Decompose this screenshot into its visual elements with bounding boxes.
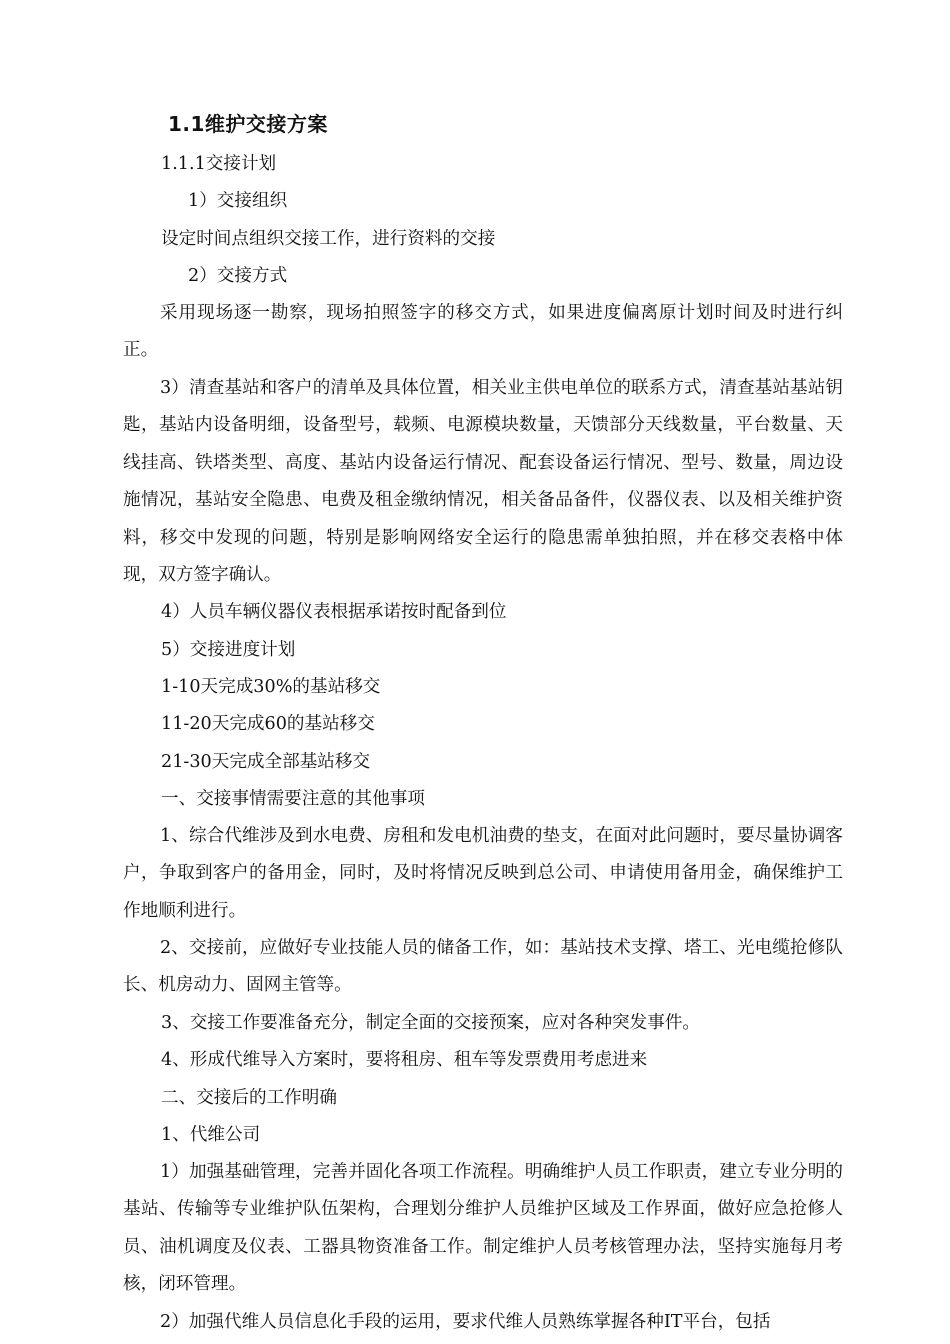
item-2-title: 2）交接方式 (188, 266, 288, 286)
item-2-paragraph: 采用现场逐一勘察，现场拍照签字的移交方式，如果进度偏离原计划时间及时进行纠正。 (123, 303, 843, 361)
section-2-title: 二、交接后的工作明确 (161, 1088, 337, 1108)
schedule-line: 11-20天完成60的基站移交 (161, 714, 375, 734)
item-3-paragraph: 3）清查基站和客户的清单及具体位置，相关业主供电单位的联系方式，清查基站基站钥匙，基站内设备明细，设备型号，载频、电源模块数量，天馈部分天线数量，平台数量、天线挂高、铁塔类型、高度、基站内设备运行情况、配套设备运行情况、型号、数量，周边设施情况，基站安全隐患、电费及租金缴纳情况，相关备品备件，仪器仪表、以及相关维护资料，移交中发现的问题，特别是影响网络安全运行的隐患需单独拍照，并在移交表格中体现，双方签字确认。 (123, 378, 843, 586)
item-4-text: 4）人员车辆仪器仪表根据承诺按时配备到位 (161, 602, 507, 622)
item-1-title: 1）交接组织 (188, 191, 288, 211)
section-1-paragraph: 3、交接工作要准备充分，制定全面的交接预案，应对各种突发事件。 (161, 1013, 701, 1033)
section-2-paragraph: 2）加强代维人员信息化手段的运用，要求代维人员熟练掌握各种IT平台，包括 (160, 1312, 771, 1332)
section-2-subtitle: 1、代维公司 (161, 1125, 261, 1145)
section-2-paragraph: 1）加强基础管理，完善并固化各项工作流程。明确维护人员工作职责，建立专业分明的基站、传输等专业维护队伍架构，合理划分维护人员维护区域及工作界面，做好应急抢修人员、油机调度及仪表、工器具物资准备工作。制定维护人员考核管理办法，坚持实施每月考核，闭环管理。 (123, 1162, 843, 1295)
section-1-paragraph: 1、综合代维涉及到水电费、房租和发电机油费的垫支，在面对此问题时，要尽量协调客户，争取到客户的备用金，同时，及时将情况反映到总公司、申请使用备用金，确保维护工作地顺利进行。 (123, 826, 843, 921)
section-heading: 1.1维护交接方案 (168, 112, 328, 136)
item-5-title: 5）交接进度计划 (161, 640, 296, 660)
section-1-title: 一、交接事情需要注意的其他事项 (161, 789, 425, 809)
subsection-heading: 1.1.1交接计划 (161, 154, 277, 174)
section-1-paragraph: 4、形成代维导入方案时，要将租房、租车等发票费用考虑进来 (161, 1050, 648, 1070)
item-1-text: 设定时间点组织交接工作，进行资料的交接 (161, 229, 496, 249)
schedule-line: 1-10天完成30%的基站移交 (161, 677, 381, 697)
section-1-paragraph: 2、交接前，应做好专业技能人员的储备工作，如：基站技术支撑、塔工、光电缆抢修队长、机房动力、固网主管等。 (123, 938, 843, 996)
schedule-line: 21-30天完成全部基站移交 (161, 752, 371, 772)
